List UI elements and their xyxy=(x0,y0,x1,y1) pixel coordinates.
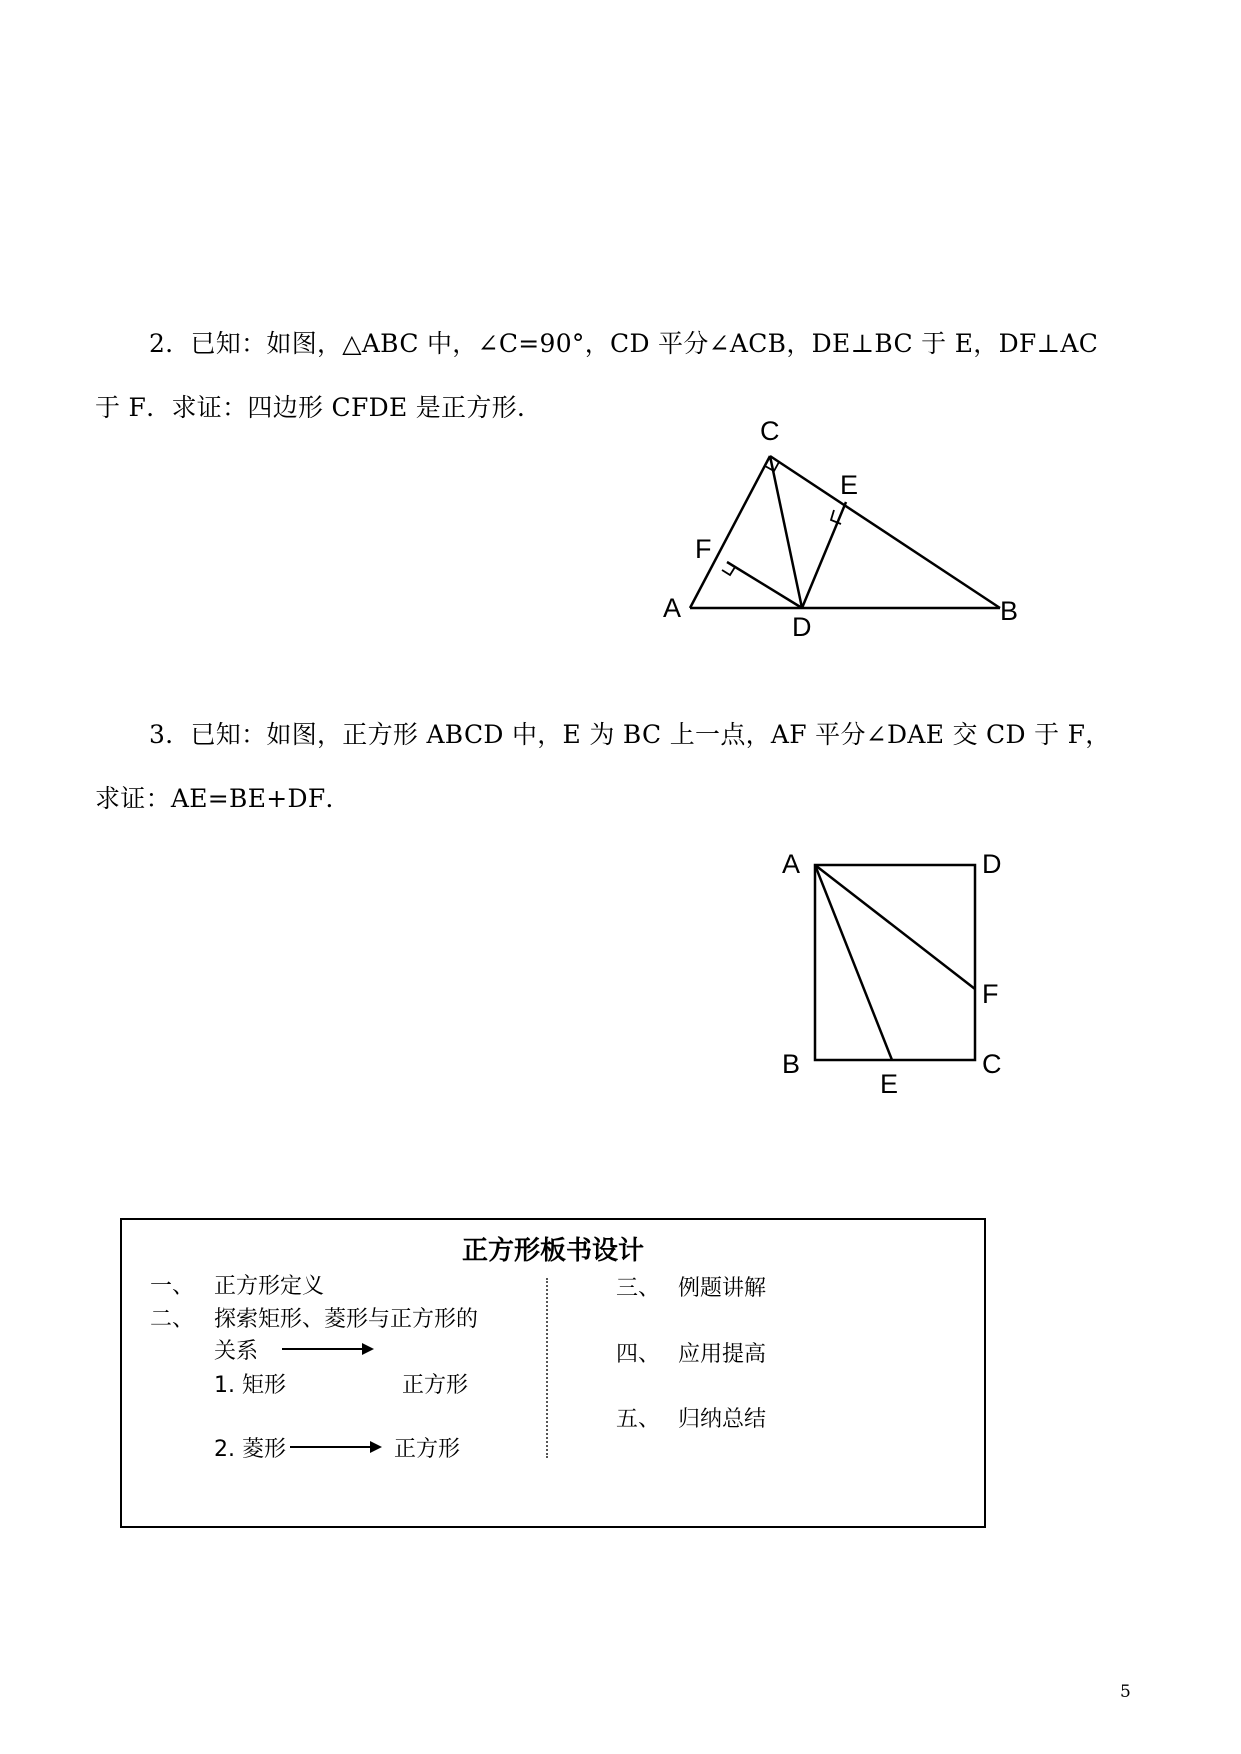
item-1-number: 一、 xyxy=(150,1274,195,1299)
item-1-text: 正方形定义 xyxy=(214,1274,325,1299)
board-title: 正方形板书设计 xyxy=(461,1236,644,1266)
label-c: C xyxy=(760,416,780,446)
sub-1-from: 1. 矩形 xyxy=(214,1373,286,1398)
problem-3-text xyxy=(95,703,1155,831)
sub-1-to: 正方形 xyxy=(402,1373,469,1398)
square-abcd xyxy=(815,865,975,1060)
segment-df xyxy=(727,562,802,608)
item-4-number: 四、 xyxy=(616,1342,661,1367)
arrow-right-icon xyxy=(290,1446,380,1448)
item-5-number: 五、 xyxy=(616,1407,661,1432)
side-cb xyxy=(770,456,1000,608)
label-f: F xyxy=(695,534,712,564)
label-a: A xyxy=(663,593,682,623)
label-e: E xyxy=(880,1069,899,1099)
problem-3-figure xyxy=(770,835,1020,1115)
sub-2-from: 2. 菱形 xyxy=(214,1437,286,1462)
problem-3-line-2: 求证：AE=BE+DF． xyxy=(95,784,351,813)
arrow-right-icon xyxy=(282,1348,372,1350)
problem-2-line-2: 于 F．求证：四边形 CFDE 是正方形． xyxy=(95,393,543,422)
board-design-box xyxy=(120,1218,986,1528)
right-angle-f xyxy=(722,567,735,575)
page-number: 5 xyxy=(1120,1682,1131,1702)
label-d: D xyxy=(792,612,812,642)
item-3-number: 三、 xyxy=(616,1276,661,1301)
item-4-text: 应用提高 xyxy=(678,1342,767,1367)
label-f: F xyxy=(982,979,999,1009)
sub-2-to: 正方形 xyxy=(394,1437,461,1462)
label-b: B xyxy=(1000,596,1019,626)
problem-3-line-1: 3．已知：如图，正方形 ABCD 中，E 为 BC 上一点，AF 平分∠DAE 交 CD 于 F， xyxy=(149,720,1111,749)
item-5-text: 归纳总结 xyxy=(678,1407,767,1432)
label-e: E xyxy=(840,470,859,500)
problem-2-figure xyxy=(650,410,1030,650)
item-2-text-continued: 关系 xyxy=(214,1339,259,1364)
item-2-number: 二、 xyxy=(150,1307,195,1332)
side-ac xyxy=(690,456,770,608)
label-c: C xyxy=(982,1049,1002,1079)
column-divider xyxy=(546,1278,548,1458)
segment-de xyxy=(802,502,846,608)
label-d: D xyxy=(982,849,1002,879)
item-3-text: 例题讲解 xyxy=(678,1276,767,1301)
item-2-text: 探索矩形、菱形与正方形的 xyxy=(214,1307,479,1332)
label-a: A xyxy=(782,849,801,879)
problem-2-line-1: 2．已知：如图，△ABC 中，∠C=90°，CD 平分∠ACB，DE⊥BC 于 E，DF⊥AC xyxy=(149,329,1099,358)
label-b: B xyxy=(782,1049,801,1079)
segment-cd xyxy=(770,456,802,608)
